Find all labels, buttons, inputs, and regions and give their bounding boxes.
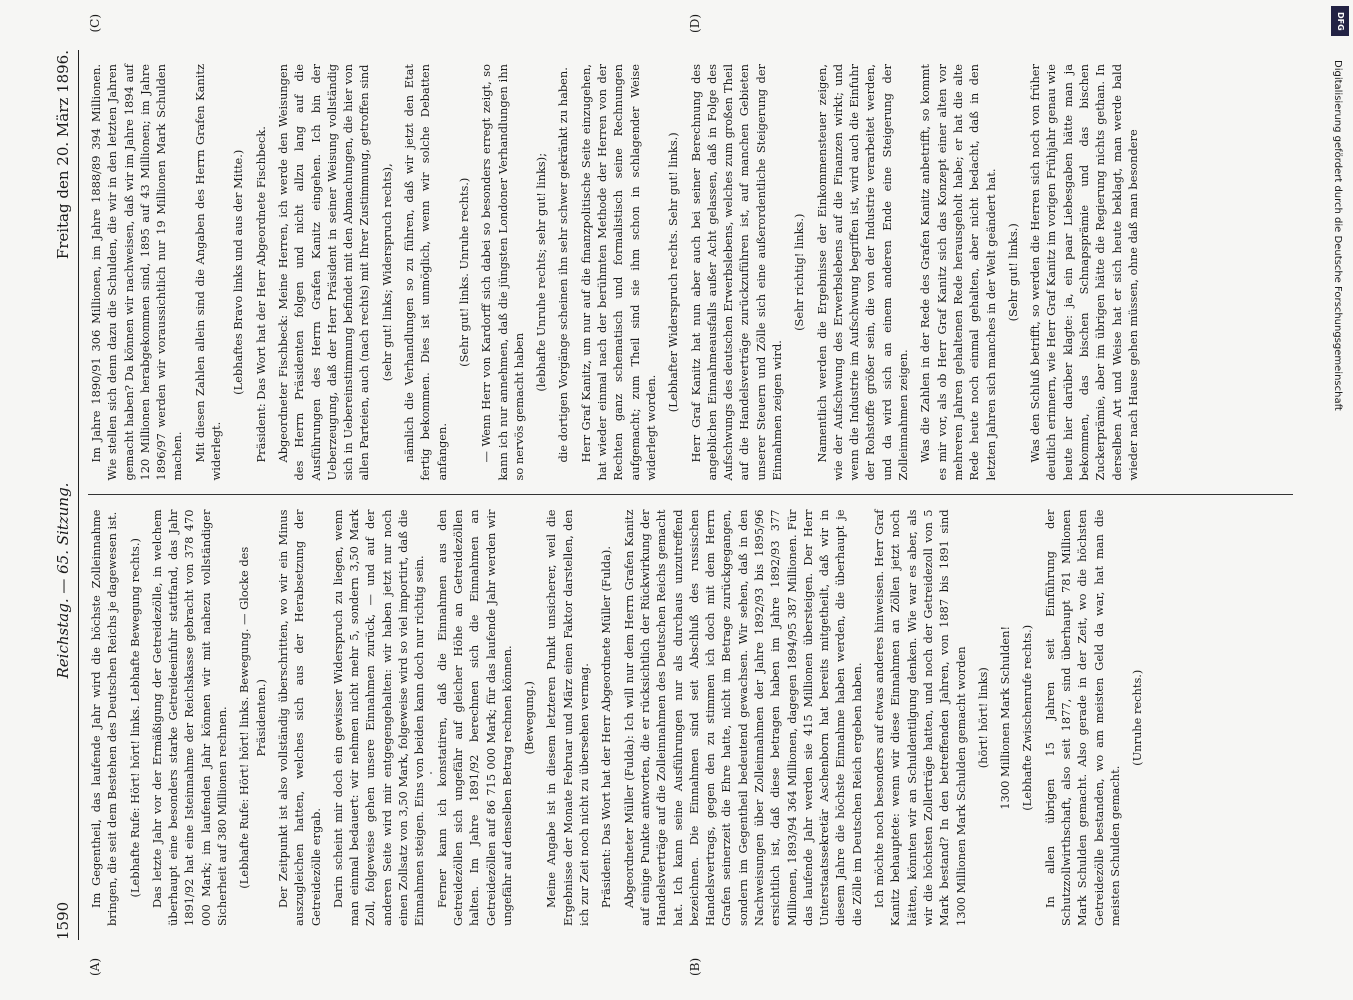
sidebar-credit	[1325, 60, 1345, 940]
margin-marker-c: (C)	[88, 14, 102, 33]
left-column	[88, 496, 1293, 976]
paragraph: (Unruhe rechts.)	[1130, 669, 1145, 766]
paragraph: (sehr gut! links; Widerspruch rechts),	[379, 163, 394, 382]
margin-marker-d: (D)	[688, 14, 702, 33]
paragraph: Namentlich werden die Ergebnisse der Einkommensteuer zeigen, wie der Aufschwung des Erwerbslebens auf die Finanzen wirkt; und wenn die Industrie im Aufschwung begriffen ist, wird auch die Einfuhr der Rohstoffe größer sein, die von der Industrie verarbeitet werden, und da wird sich an einem anderen Ende eine Steigerung der Zolleinnahmen zeigen.	[814, 64, 911, 481]
paragraph: Herr Graf Kanitz hat nun aber auch bei seiner Berechnung des angeblichen Einnahmeausfalls außer Acht gelassen, daß in Folge des Aufschwungs des deutschen Erwerbslebens, welches zum großen Theil auf die Handelsverträge zurückzuführen ist, auf manchen Gebieten unserer Steuern und Zölle sich eine außerordentliche Steigerung der Einnahmen zeigen wird.	[688, 64, 784, 481]
paragraph: (Lebhaftes Bravo links und aus der Mitte.)	[231, 149, 246, 395]
paragraph: Im Gegentheil, das laufende Jahr wird die höchste Zolleinnahme bringen, die seit dem Bestehen des Deutschen Reichs je dagewesen ist.	[89, 509, 120, 926]
paragraph: Abgeordneter Müller (Fulda): Ich will nur dem Herrn Grafen Kanitz auf einige Punkte antworten, die er rücksichtlich der Rückwirkung der Handelsverträge auf die Zolleinnahmen des Deutschen Reichs gemacht hat. Ich kann seine Ausführungen nur als durchaus unzutreffend bezeichnen. Die Einnahmen sind seit Abschluß des russischen Handelsvertrags, gegen den zu stimmen ich doch mit dem Herrn Grafen seinerzeit die Ehre hatte, nicht im Betrage zurückgegangen, sondern im Gegentheil bedeutend gewachsen. Wir sehen, daß in den Nachweisungen über Zolleinnahmen der Jahre 1892/93 bis 1895/96 ersichtlich ist, daß diese betragen haben im Jahre 1892/93 377 Millionen, 1893/94 364 Millionen, dagegen 1894/95 387 Millionen. Für das laufende Jahr werden sie 415 Millionen übersteigen. Der Herr Unterstaatssekretär Aschenborn hat bereits mitgetheilt, daß wir in diesem Jahre die höchste Einnahme haben werden, die überhaupt je die Zölle im Deutschen Reich ergeben haben.	[621, 509, 864, 926]
margin-marker-a: (A)	[88, 957, 102, 976]
paragraph: Ferner kann ich konstatiren, daß die Einnahmen aus den Getreidezöllen sich ungefähr auf gleicher Höhe an Getreidezöllen halten. Im Jahre 1891/92 berechnen sich die Einnahmen an Getreidezöllen auf 86 715 000 Mark; für das laufende Jahr werden wir ungefähr auf denselben Betrag rechnen können.	[434, 509, 514, 926]
page-title: Reichstag. — 65. Sitzung.	[54, 482, 72, 679]
paragraph: (Sehr gut! links.)	[1005, 223, 1020, 322]
paragraph: Im Jahre 1890/91 306 Millionen, im Jahre 1888/89 394 Millionen. Wie stellen sich denn dazu die Schulden, die wir in den letzten Jahren gemacht haben? Da können wir nachweisen, daß wir im Jahre 1894 auf 120 Millionen herabgekommen sind, 1895 auf 43 Millionen; im Jahre 1896/97 werden wir voraussichtlich nur 19 Millionen Mark Schulden machen.	[89, 64, 185, 481]
paragraph: (Lebhafte Zwischenrufe rechts.)	[1020, 624, 1035, 811]
page-number: 1590	[54, 901, 72, 940]
paragraph: Was die Zahlen in der Rede des Grafen Kanitz anbetrifft, so kommt es mir vor, als ob Herr Graf Kanitz sich das Konzept einer alten vor mehreren Jahren gehaltenen Rede herausgeholt habe; er hat die alte Rede heute noch einmal gehalten, aber nicht bedacht, daß in den letzten Jahren sich manches in der Welt geändert hat.	[918, 64, 998, 481]
paragraph: Was den Schluß betrifft, so werden die Herren sich noch von früher deutlich erinnern, wie Herr Graf Kanitz im vorigen Frühjahr genau wie heute hier darüber klagte: ja, ein paar Liebesgaben hätte man ja bekommen, das bischen Schnapsprämie und das bischen Zuckerprämie, aber im übrigen hätte die Regierung nichts gethan. In derselben Art und Weise hat er sich heute beklagt, man werde bald wieder nach Hause gehen müssen, ohne daß man besondere	[1028, 64, 1140, 481]
paragraph: Der Zeitpunkt ist also vollständig überschritten, wo wir ein Minus auszugleichen hatten, welches sich aus der Herabsetzung der Getreidezölle ergab.	[275, 509, 323, 926]
paragraph: (Lebhafte Rufe: Hört! hört! links. Lebhafte Bewegung rechts.)	[127, 538, 142, 898]
dfg-logo: DFG	[1331, 6, 1349, 36]
paragraph: Mit diesen Zahlen allein sind die Angaben des Herrn Grafen Kanitz widerlegt.	[192, 64, 224, 481]
credit-text: Digitalisierung gefördert durch die Deutsche Forschungsgemeinschaft	[1332, 60, 1343, 411]
paragraph: (hört! hört! links)	[975, 667, 990, 769]
paragraph: Ich möchte noch besonders auf etwas anderes hinweisen. Herr Graf Kanitz behauptete: wenn wir diese Einnahmen an Zöllen jetzt noch hätten, könnten wir an Schuldentilgung denken. Wie war es aber, als wir die höchsten Zollerträge hatten, und noch der Getreidezoll von 5 Mark bestand? In den betreffenden Jahren, von 1887 bis 1891 sind 1300 Millionen Mark Schulden gemacht worden	[872, 509, 968, 926]
paragraph: Das letzte Jahr vor der Ermäßigung der Getreidezölle, in welchem überhaupt eine besonders starke Getreideeinfuhr stattfand, das Jahr 1891/92 hat eine Isteinnahme der Reichskasse gebracht von 378 470 000 Mark; im laufenden Jahr können wir mit nahezu vollständiger Sicherheit auf 380 Millionen rechnen.	[149, 509, 230, 926]
paragraph: Präsident: Das Wort hat der Herr Abgeordnete Müller (Fulda).	[599, 546, 614, 908]
paragraph: Abgeordneter Fischbeck: Meine Herren, ich werde den Weisungen des Herrn Präsidenten folgen und nicht allzu lang auf die Ausführungen des Herrn Grafen Kanitz eingehen. Ich bin der Ueberzeugung, daß der Herr Präsident in seiner Weisung vollständig sich in Uebereinstimmung befindet mit den Abmachungen, die hier von allen Parteien, auch (nach rechts) mit Ihrer Zustimmung, getroffen sind	[275, 64, 372, 481]
paragraph: (lebhafte Unruhe rechts; sehr gut! links);	[534, 152, 549, 392]
text-columns	[88, 14, 1293, 976]
paragraph: (Sehr gut! links. Unruhe rechts.)	[456, 177, 471, 367]
right-column	[88, 14, 1293, 496]
margin-marker-b: (B)	[688, 957, 702, 976]
paragraph: — Wenn Herr von Kardorff sich dabei so besonders erregt zeigt, so kann ich nur annehmen, daß die jüngsten Londoner Verhandlungen ihn so nervös gemacht haben	[479, 64, 526, 481]
paragraph: Herr Graf Kanitz, um nur auf die finanzpolitische Seite einzugehen, hat wieder einmal nach der berühmten Methode der Herren von der Rechten ganz schematisch und formalistisch seine Rechnungen aufgemacht; zum Theil sind sie ihm schon in schlagender Weise widerlegt worden.	[578, 64, 658, 481]
page-date: Freitag den 20. März 1896.	[54, 50, 72, 260]
speck	[430, 772, 432, 774]
paragraph: (Bewegung.)	[522, 681, 537, 755]
paragraph: (Lebhafte Rufe: Hört! hört! links. Bewegung. — Glocke des Präsidenten.)	[237, 546, 268, 889]
paragraph: 1300 Millionen Mark Schulden!	[998, 625, 1013, 810]
paragraph: (Lebhafter Widerspruch rechts. Sehr gut! links.)	[666, 132, 681, 413]
paragraph: (Sehr richtig! links.)	[792, 213, 807, 331]
paragraph: die dortigen Vorgänge scheinen ihn sehr schwer gekränkt zu haben.	[556, 67, 571, 463]
page-header	[48, 50, 79, 940]
paragraph: nämlich die Verhandlungen so zu führen, daß wir jetzt den Etat fertig bekommen. Dies ist unmöglich, wenn wir solche Debatten anfangen.	[402, 64, 449, 481]
paragraph: In allen übrigen 15 Jahren seit Einführung der Schutzzollwirthschaft, also seit 1877, sind überhaupt 781 Millionen Mark Schulden gemacht. Also gerade in der Zeit, wo die höchsten Getreidezölle bestanden, wo am meisten Geld da war, hat man die meisten Schulden gemacht.	[1042, 509, 1122, 926]
paragraph: Darin scheint mir doch ein gewisser Widerspruch zu liegen, wenn man einmal bedauert: wir nehmen nicht mehr 5, sondern 3,50 Mark Zoll, folgeweise gehen unsere Einnahmen zurück, — und auf der anderen Seite wird mir entgegengehalten: wir haben jetzt nur noch einen Zollsatz von 3,50 Mark, folgeweise wird so viel importirt, daß die Einnahmen steigen. Eins von beiden kann doch nur richtig sein.	[330, 509, 427, 926]
paragraph: Meine Angabe ist in diesem letzteren Punkt unsicherer, weil die Ergebnisse der Monate Februar und März einen Faktor darstellen, den ich zur Zeit noch nicht zu übersehen vermag.	[544, 509, 592, 926]
paragraph: Präsident: Das Wort hat der Herr Abgeordnete Fischbeck.	[253, 126, 268, 463]
